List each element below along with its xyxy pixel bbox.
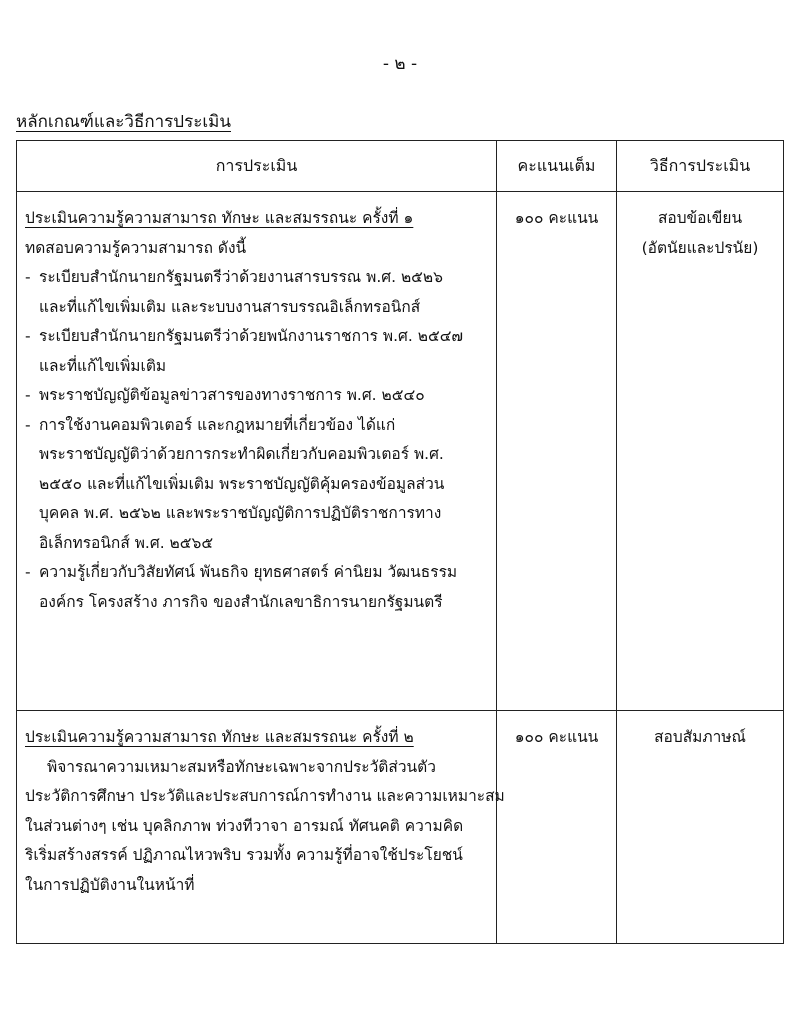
topic-text: ระเบียบสำนักนายกรัฐมนตรีว่าด้วยพนักงานราชการ พ.ศ. ๒๕๔๗ <box>39 327 464 345</box>
round-2-description-line: ริเริ่มสร้างสรรค์ ปฏิภาณไหวพริบ รวมทั้ง ความรู้ที่อาจใช้ประโยชน์ <box>25 846 463 864</box>
page-number: - ๒ - <box>382 54 418 74</box>
round-2-content <box>17 711 505 944</box>
list-item <box>25 322 488 381</box>
round-2-description-line: ประวัติการศึกษา ประวัติและประสบการณ์การทำงาน และความเหมาะสม <box>25 787 505 805</box>
topic-continuation: และที่แก้ไขเพิ่มเติม <box>39 356 167 375</box>
round-2-description-line: พิจารณาความเหมาะสมหรือทักษะเฉพาะจากประวัติส่วนตัว <box>47 757 436 776</box>
list-item <box>25 558 488 617</box>
table-row <box>17 192 784 711</box>
topic-text: ความรู้เกี่ยวกับวิสัยทัศน์ พันธกิจ ยุทธศาสตร์ ค่านิยม วัฒนธรรม <box>39 563 458 581</box>
list-item <box>25 381 488 411</box>
round-1-method-line: สอบข้อเขียน <box>657 209 743 227</box>
round-1-topic-list <box>25 263 488 617</box>
bullet-dash: - <box>25 386 31 404</box>
round-2-score: ๑๐๐ คะแนน <box>497 711 617 944</box>
topic-continuation: อิเล็กทรอนิกส์ พ.ศ. ๒๕๖๕ <box>39 533 214 552</box>
round-2-title: ประเมินความรู้ความสามารถ ทักษะ และสมรรถนะ ครั้งที่ ๒ <box>25 728 414 746</box>
header-full-score: คะแนนเต็ม <box>497 141 617 192</box>
round-1-method-line: (อัตนัยและปรนัย) <box>641 238 759 257</box>
header-assessment: การประเมิน <box>17 141 497 192</box>
bullet-dash: - <box>25 415 31 434</box>
table-row <box>17 711 784 944</box>
topic-continuation: องค์กร โครงสร้าง ภารกิจ ของสำนักเลขาธิการนายกรัฐมนตรี <box>39 592 443 611</box>
topic-text: ระเบียบสำนักนายกรัฐมนตรีว่าด้วยงานสารบรรณ พ.ศ. ๒๕๒๖ <box>39 268 443 286</box>
round-2-description-line: ในการปฏิบัติงานในหน้าที่ <box>25 875 195 894</box>
round-1-intro: ทดสอบความรู้ความสามารถ ดังนี้ <box>25 238 247 257</box>
assessment-criteria-table <box>16 140 784 944</box>
round-1-title: ประเมินความรู้ความสามารถ ทักษะ และสมรรถนะ ครั้งที่ ๑ <box>25 209 414 227</box>
round-2-description-line: ในส่วนต่างๆ เช่น บุคลิกภาพ ท่วงทีวาจา อารมณ์ ทัศนคติ ความคิด <box>25 816 464 835</box>
header-assessment-method: วิธีการประเมิน <box>617 141 784 192</box>
round-1-content <box>17 192 497 711</box>
round-1-method <box>617 192 784 711</box>
topic-text: การใช้งานคอมพิวเตอร์ และกฎหมายที่เกี่ยวข้อง ได้แก่ <box>39 415 396 434</box>
bullet-dash: - <box>25 268 31 286</box>
topic-continuation: พระราชบัญญัติว่าด้วยการกระทำผิดเกี่ยวกับคอมพิวเตอร์ พ.ศ. <box>39 445 444 463</box>
topic-continuation: บุคคล พ.ศ. ๒๕๖๒ และพระราชบัญญัติการปฏิบัติราชการทาง <box>39 504 442 522</box>
round-2-method-line: สอบสัมภาษณ์ <box>654 728 746 746</box>
table-header-row <box>17 141 784 192</box>
round-2-method <box>617 711 784 944</box>
round-1-score: ๑๐๐ คะแนน <box>497 192 617 711</box>
list-item <box>25 411 488 559</box>
topic-continuation: ๒๕๕๐ และที่แก้ไขเพิ่มเติม พระราชบัญญัติคุ้มครองข้อมูลส่วน <box>39 474 445 493</box>
topic-text: พระราชบัญญัติข้อมูลข่าวสารของทางราชการ พ.ศ. ๒๕๔๐ <box>39 386 425 404</box>
topic-continuation: และที่แก้ไขเพิ่มเติม และระบบงานสารบรรณอิเล็กทรอนิกส์ <box>39 297 421 316</box>
list-item <box>25 263 488 322</box>
bullet-dash: - <box>25 563 31 581</box>
bullet-dash: - <box>25 327 31 345</box>
section-heading: หลักเกณฑ์และวิธีการประเมิน <box>16 112 231 132</box>
